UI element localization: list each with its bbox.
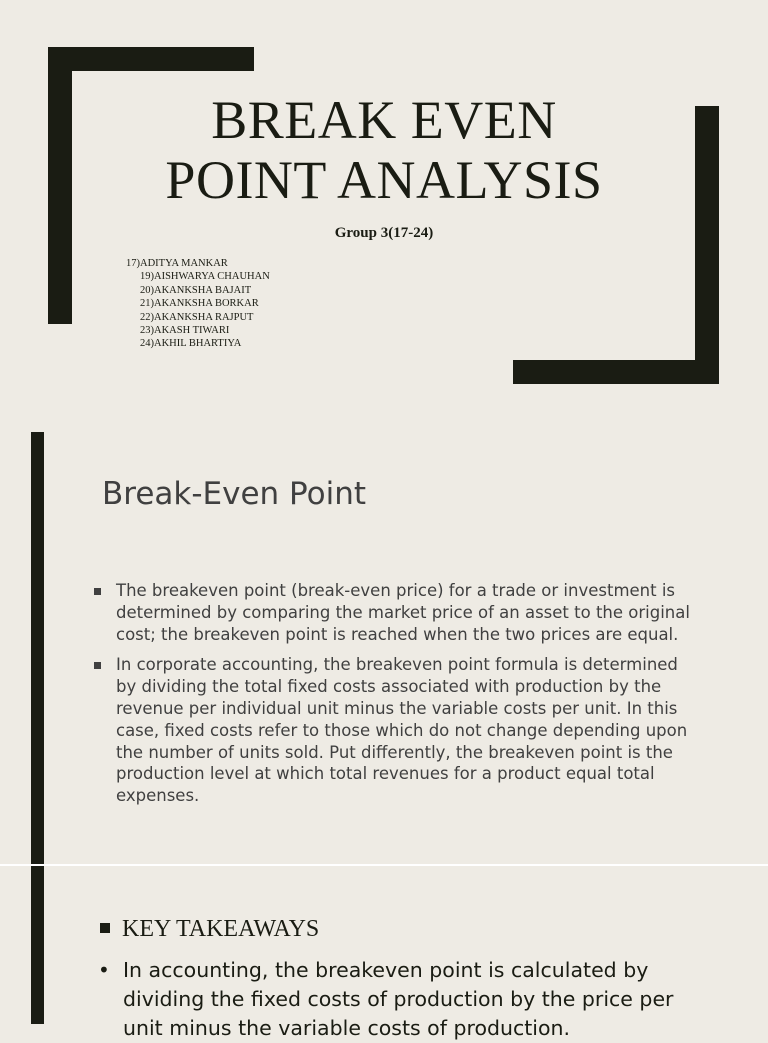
square-bullet-icon <box>94 662 101 669</box>
member-item: 24)AKHIL BHARTIYA <box>140 338 242 350</box>
square-bullet-icon <box>100 923 110 933</box>
bullet-list <box>92 580 692 816</box>
frame-bar-left-vertical <box>48 47 72 324</box>
member-item: 19)AISHWARYA CHAUHAN <box>140 271 270 283</box>
key-takeaways-heading <box>100 916 319 943</box>
break-even-point-slide <box>0 432 768 864</box>
member-list <box>126 257 270 351</box>
square-bullet-icon <box>94 588 101 595</box>
heading-text: KEY TAKEAWAYS <box>122 916 320 942</box>
bullet-text: In corporate accounting, the breakeven point formula is determined by dividing the total fixed costs associated with production by the revenue per individual unit minus the variable costs per unit. In this case, fixed costs refer to those which do not change depending upon the number of units sold. Put differently, the breakeven point is the production level at which total revenues for a product equal total expenses. <box>116 655 688 806</box>
title-line-2: POINT ANALYSIS <box>165 150 603 210</box>
member-item: 23)AKASH TIWARI <box>140 325 230 337</box>
member-item: 20)AKANKSHA BAJAIT <box>140 284 252 296</box>
frame-bar-bottom-horizontal <box>513 360 719 384</box>
member-item: 17)ADITYA MANKAR <box>126 258 228 269</box>
title-line-1: BREAK EVEN <box>211 90 557 150</box>
left-accent-rule <box>31 866 44 1024</box>
bullet-item <box>92 654 692 807</box>
member-item: 22)AKANKSHA RAJPUT <box>140 311 254 323</box>
slide-title <box>100 90 668 210</box>
key-takeaways-slide <box>0 866 768 1040</box>
left-accent-rule <box>31 432 44 864</box>
title-slide <box>0 0 768 432</box>
round-bullet-icon: • <box>98 958 110 982</box>
member-item: 21)AKANKSHA BORKAR <box>140 298 259 310</box>
group-subtitle: Group 3(17-24) <box>334 225 434 241</box>
slide-heading: Break-Even Point <box>102 476 367 512</box>
bullet-item <box>92 580 692 645</box>
frame-bar-top-horizontal <box>48 47 254 71</box>
takeaway-item <box>98 956 718 1043</box>
bullet-text: The breakeven point (break-even price) for a trade or investment is determined by comparing the market price of an asset to the original cost; the breakeven point is reached when the two prices are equal. <box>116 581 690 644</box>
frame-bar-right-vertical <box>695 106 719 384</box>
takeaway-text: In accounting, the breakeven point is calculated by dividing the fixed costs of production by the price per unit minus the variable costs of production. <box>123 958 674 1040</box>
